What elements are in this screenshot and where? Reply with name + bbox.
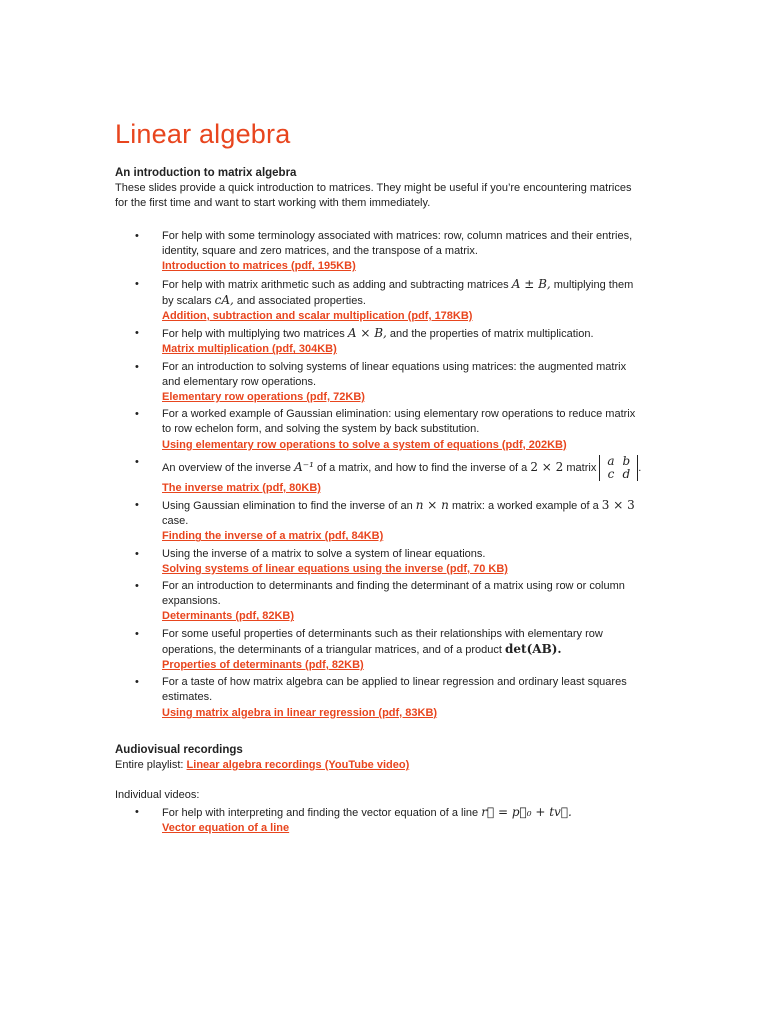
pdf-link-introduction[interactable]: Introduction to matrices (pdf, 195KB) xyxy=(162,260,356,273)
bullet: • xyxy=(135,277,139,290)
item-text: . xyxy=(638,461,642,474)
item-text: For help with multiplying two matrices xyxy=(162,328,345,341)
math-expression: A⁻¹ xyxy=(294,459,314,474)
list-item xyxy=(115,547,645,577)
item-text: An overview of the inverse xyxy=(162,461,292,474)
bullet: • xyxy=(135,455,139,468)
math-expression: cA, xyxy=(214,292,234,307)
bullet: • xyxy=(135,580,139,593)
item-text: Using Gaussian elimination to find the inverse of an xyxy=(162,500,413,513)
pdf-link-inverse-matrix[interactable]: The inverse matrix (pdf, 80KB) xyxy=(162,481,321,494)
spacer xyxy=(115,723,645,743)
intro-text: These slides provide a quick introduction to matrices. They might be useful if you’re encountering matrices for the first time and want to start working with them immediately. xyxy=(115,182,632,209)
list-item xyxy=(115,455,645,496)
item-text: For help with some terminology associated with matrices: row, column matrices and their entries, identity, square and zero matrices, and the transpose of a matrix. xyxy=(162,230,633,258)
individual-label: Individual videos: xyxy=(115,788,200,801)
playlist-line xyxy=(115,758,645,773)
video-list xyxy=(115,805,645,836)
bullet: • xyxy=(135,805,139,818)
math-expression: r⃗ = p⃗₀ + tv⃗. xyxy=(481,804,572,819)
item-text: For a taste of how matrix algebra can be applied to linear regression and ordinary least squares estimates. xyxy=(162,676,627,704)
pdf-link-determinants[interactable]: Determinants (pdf, 82KB) xyxy=(162,610,295,623)
math-expression: n × n xyxy=(415,498,449,513)
video-link-vector-equation[interactable]: Vector equation of a line xyxy=(162,822,290,835)
item-text: For help with matrix arithmetic such as adding and subtracting matrices xyxy=(162,278,509,291)
item-text: matrix xyxy=(566,461,597,474)
matrix-entry: b xyxy=(622,453,631,468)
item-text: matrix: a worked example of a xyxy=(451,500,599,513)
pdf-link-row-operations[interactable]: Elementary row operations (pdf, 72KB) xyxy=(162,391,365,404)
pdf-link-addition[interactable]: Addition, subtraction and scalar multiplication (pdf, 178KB) xyxy=(162,310,473,323)
math-expression: det(AB). xyxy=(505,641,562,656)
list-item xyxy=(115,675,645,721)
matrix-entry: c xyxy=(607,466,615,481)
math-expression: A × B, xyxy=(347,326,387,341)
item-text: multiplying them by scalars xyxy=(162,278,634,307)
pdf-link-solve-system[interactable]: Using elementary row operations to solve a system of equations (pdf, 202KB) xyxy=(162,438,567,451)
page-title: Linear algebra xyxy=(115,119,291,149)
item-text: and the properties of matrix multiplication. xyxy=(389,328,594,341)
bullet: • xyxy=(135,676,139,689)
intro-heading: An introduction to matrix algebra xyxy=(115,167,297,179)
list-item xyxy=(115,805,645,836)
item-text: Using the inverse of a matrix to solve a system of linear equations. xyxy=(162,547,486,560)
item-text: and associated properties. xyxy=(236,294,366,307)
item-text: For help with interpreting and finding the vector equation of a line xyxy=(162,806,479,819)
list-item xyxy=(115,360,645,406)
math-expression: 3 × 3 xyxy=(601,498,635,513)
math-expression: A ± B, xyxy=(511,276,551,291)
item-text: For an introduction to solving systems of linear equations using matrices: the augmented matrix and elementary row operations. xyxy=(162,360,627,388)
pdf-link-multiplication[interactable]: Matrix multiplication (pdf, 304KB) xyxy=(162,343,337,356)
bullet: • xyxy=(135,499,139,512)
pdf-link-determinant-properties[interactable]: Properties of determinants (pdf, 82KB) xyxy=(162,659,364,672)
matrix-2x2 xyxy=(599,455,638,481)
pdf-link-finding-inverse[interactable]: Finding the inverse of a matrix (pdf, 84KB) xyxy=(162,530,384,543)
item-text: case. xyxy=(162,515,189,528)
item-text: of a matrix, and how to find the inverse of a xyxy=(316,461,528,474)
resource-list xyxy=(115,229,645,721)
list-item xyxy=(115,229,645,275)
list-item xyxy=(115,627,645,674)
spacer xyxy=(115,773,645,788)
item-text: For an introduction to determinants and finding the determinant of a matrix using row or column expansions. xyxy=(162,580,625,608)
av-heading: Audiovisual recordings xyxy=(115,743,243,756)
playlist-label: Entire playlist: xyxy=(115,758,184,771)
bullet: • xyxy=(135,408,139,421)
item-text: For a worked example of Gaussian elimination: using elementary row operations to reduce matrix to row echelon form, and solving the system by back substitution. xyxy=(162,408,636,436)
list-item xyxy=(115,277,645,325)
list-item xyxy=(115,407,645,453)
list-item xyxy=(115,326,645,357)
bullet: • xyxy=(135,360,139,373)
bullet: • xyxy=(135,327,139,340)
pdf-link-linear-regression[interactable]: Using matrix algebra in linear regression (pdf, 83KB) xyxy=(162,706,438,719)
document-page xyxy=(115,118,645,838)
item-text: For some useful properties of determinants such as their relationships with elementary row operations, the determinants of a triangular matrices, and of a product xyxy=(162,627,603,656)
bullet: • xyxy=(135,547,139,560)
pdf-link-solving-with-inverse[interactable]: Solving systems of linear equations using the inverse (pdf, 70 KB) xyxy=(162,562,508,575)
bullet: • xyxy=(135,627,139,640)
matrix-entry: d xyxy=(622,466,631,481)
math-expression: 2 × 2 xyxy=(530,459,564,474)
bullet: • xyxy=(135,230,139,242)
youtube-playlist-link[interactable]: Linear algebra recordings (YouTube video) xyxy=(186,758,410,771)
list-item xyxy=(115,498,645,545)
list-item xyxy=(115,579,645,625)
matrix-entry: a xyxy=(607,453,615,468)
